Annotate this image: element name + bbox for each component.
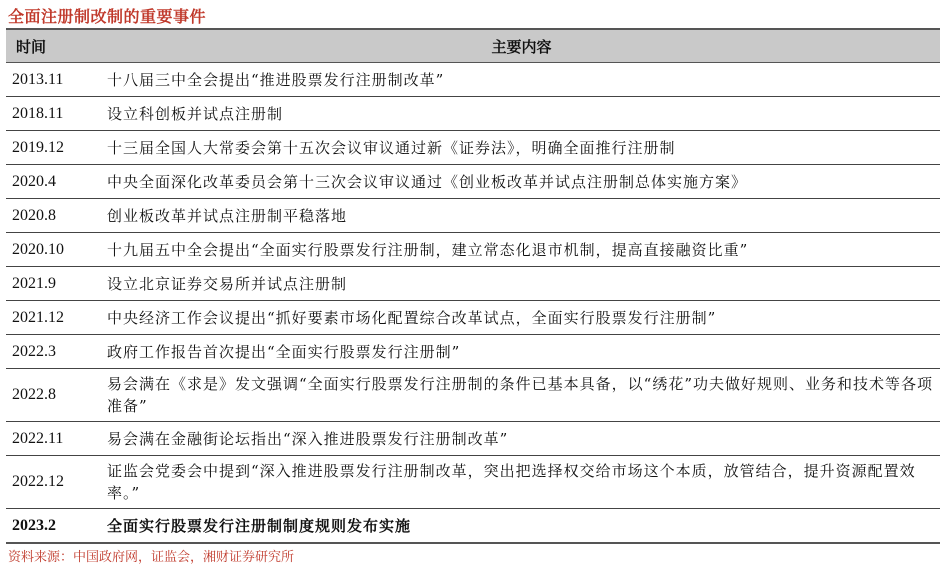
row-time: 2018.11 <box>6 97 103 131</box>
row-time: 2013.11 <box>6 63 103 97</box>
table-row <box>6 233 940 267</box>
table-row <box>6 267 940 301</box>
row-content: 政府工作报告首次提出“全面实行股票发行注册制” <box>103 335 940 369</box>
row-time: 2022.3 <box>6 335 103 369</box>
row-content: 创业板改革并试点注册制平稳落地 <box>103 199 940 233</box>
table-row <box>6 509 940 544</box>
row-time: 2022.11 <box>6 422 103 456</box>
row-time: 2020.4 <box>6 165 103 199</box>
row-time: 2020.8 <box>6 199 103 233</box>
source-note: 资料来源：中国政府网，证监会，湘财证券研究所 <box>8 550 295 565</box>
row-content: 全面实行股票发行注册制制度规则发布实施 <box>103 509 940 544</box>
events-table <box>6 28 940 544</box>
table-title: 全面注册制改制的重要事件 <box>8 7 207 26</box>
table-row <box>6 301 940 335</box>
row-time: 2022.12 <box>6 456 103 509</box>
row-content: 中央经济工作会议提出“抓好要素市场化配置综合改革试点，全面实行股票发行注册制” <box>103 301 940 335</box>
header-time: 时间 <box>6 29 103 63</box>
row-content: 易会满在金融街论坛指出“深入推进股票发行注册制改革” <box>103 422 940 456</box>
table-row <box>6 335 940 369</box>
row-content: 设立北京证券交易所并试点注册制 <box>103 267 940 301</box>
row-time: 2021.12 <box>6 301 103 335</box>
table-row <box>6 456 940 509</box>
table-row <box>6 369 940 422</box>
row-content: 中央全面深化改革委员会第十三次会议审议通过《创业板改革并试点注册制总体实施方案》 <box>103 165 940 199</box>
row-content: 十九届五中全会提出“全面实行股票发行注册制，建立常态化退市机制，提高直接融资比重” <box>103 233 940 267</box>
table-row <box>6 97 940 131</box>
row-content: 易会满在《求是》发文强调“全面实行股票发行注册制的条件已基本具备，以“绣花”功夫做好规则、业务和技术等各项准备” <box>103 369 940 422</box>
header-content: 主要内容 <box>103 29 940 63</box>
row-time: 2019.12 <box>6 131 103 165</box>
row-content: 设立科创板并试点注册制 <box>103 97 940 131</box>
row-content: 十八届三中全会提出“推进股票发行注册制改革” <box>103 63 940 97</box>
row-time: 2023.2 <box>6 509 103 544</box>
table-row <box>6 422 940 456</box>
table-row <box>6 63 940 97</box>
row-content: 十三届全国人大常委会第十五次会议审议通过新《证券法》，明确全面推行注册制 <box>103 131 940 165</box>
table-row <box>6 199 940 233</box>
table-header-row <box>6 29 940 63</box>
row-time: 2021.9 <box>6 267 103 301</box>
table-row <box>6 131 940 165</box>
table-row <box>6 165 940 199</box>
row-content: 证监会党委会中提到“深入推进股票发行注册制改革，突出把选择权交给市场这个本质，放管结合，提升资源配置效率。” <box>103 456 940 509</box>
row-time: 2020.10 <box>6 233 103 267</box>
row-time: 2022.8 <box>6 369 103 422</box>
